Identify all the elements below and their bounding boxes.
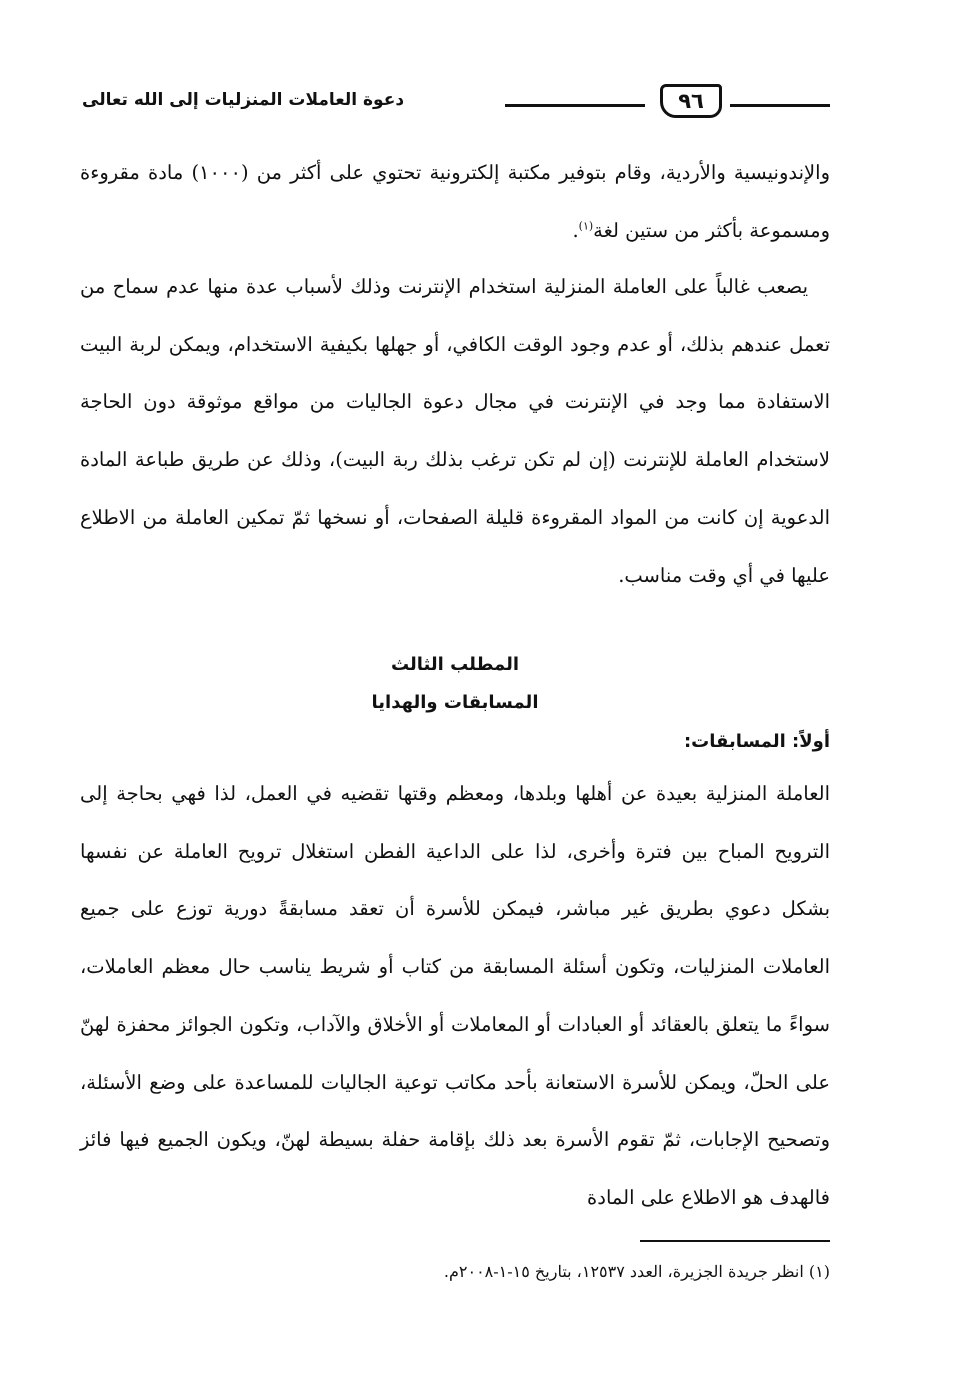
section-title: المسابقات والهدايا — [371, 692, 539, 713]
header-rule-right — [730, 104, 830, 107]
section-heading: المطلب الثالث — [390, 654, 520, 675]
paragraph-competitions — [80, 765, 830, 1227]
footnote-divider — [640, 1240, 830, 1242]
header-rule-middle — [505, 104, 645, 107]
paragraph-1-text: والإندونيسية والأردية، وقام بتوفير مكتبة إلكترونية تحتوي على أكثر من (١٠٠٠) مادة مقروءة ومسموعة بأكثر من ستين لغة — [80, 161, 830, 242]
footnote: (١) انظر جريدة الجزيرة، العدد ١٢٥٣٧، بتاريخ ١٥-١-٢٠٠٨م. — [443, 1262, 830, 1281]
footnote-reference: (١) — [578, 219, 594, 233]
running-header — [82, 84, 830, 124]
running-title: دعوة العاملات المنزليات إلى الله تعالى — [82, 90, 405, 110]
paragraph-continued — [80, 144, 830, 259]
paragraph-1-end: . — [572, 218, 579, 242]
paragraph-internet — [80, 258, 830, 604]
paragraph-3-text: العاملة المنزلية بعيدة عن أهلها وبلدها، ومعظم وقتها تقضيه في العمل، لذا فهي بحاجة إلى الترويح المباح بين فترة وأخرى، لذا على الداعية الفطن استغلال ترويح العاملة عن نفسها بشكل دعوي بطريق غير مباشر، فيمكن للأسرة أن تعقد مسابقةً دورية توزع على جميع العاملات المنزليات، وتكون أسئلة المسابقة من كتاب أو شريط يناسب حال معظم العاملات، سواءً ما يتعلق بالعقائد أو العبادات أو المعاملات أو الأخلاق والآداب، وتكون الجوائز محفزة لهنّ على الحلّ، ويمكن للأسرة الاستعانة بأحد مكاتب توعية الجاليات للمساعدة على وضع الأسئلة، وتصحيح الإجابات، ثمّ تقوم الأسرة بعد ذلك بإقامة حفلة بسيطة لهنّ، ويكون الجميع فيها فائز فالهدف هو الاطلاع على المادة — [80, 782, 830, 1209]
page-number: ٩٦ — [660, 84, 722, 118]
paragraph-2-text: يصعب غالباً على العاملة المنزلية استخدام الإنترنت وذلك لأسباب عدة منها عدم سماح من تعمل عندهم بذلك، أو عدم وجود الوقت الكافي، أو جهلها بكيفية الاستخدام، ويمكن لربة البيت الاستفادة مما وجد في الإنترنت في مجال دعوة الجاليات من مواقع موثوقة دون الحاجة لاستخدام العاملة للإنترنت (إن لم تكن ترغب بذلك ربة البيت)، وذلك عن طريق طباعة المادة الدعوية إن كانت من المواد المقروءة قليلة الصفحات، أو نسخها ثمّ تمكين العاملة من الاطلاع عليها في أي وقت مناسب. — [80, 275, 830, 587]
subsection-heading: أولاً: المسابقات: — [683, 731, 830, 752]
